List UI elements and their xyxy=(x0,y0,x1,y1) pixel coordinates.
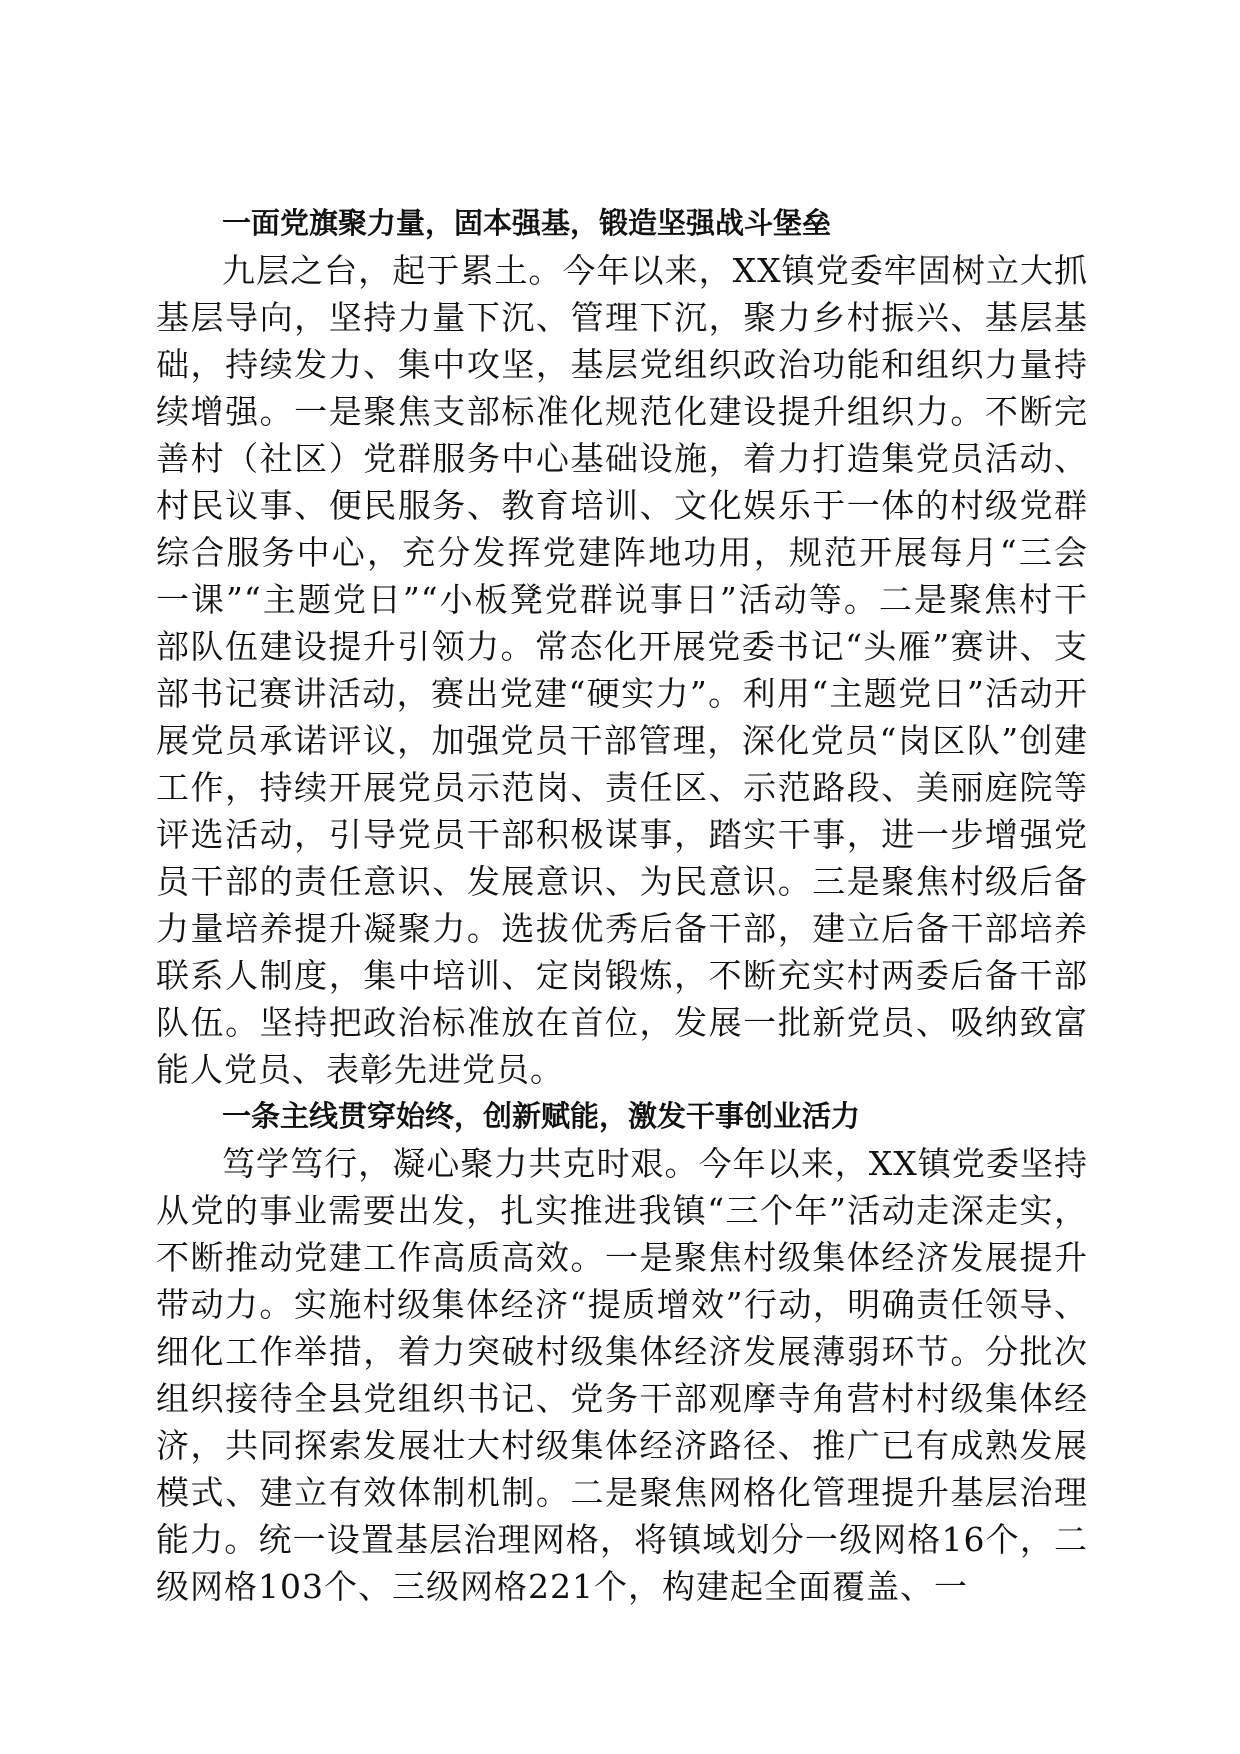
section-heading: 一面党旗聚力量，固本强基，锻造坚强战斗堡垒 xyxy=(222,206,832,240)
section-2 xyxy=(156,1093,1088,1610)
document-page xyxy=(156,200,1088,1610)
section-paragraph: 九层之台，起于累土。今年以来，XX镇党委牢固树立大抓基层导向，坚持力量下沉、管理下沉，聚力乡村振兴、基层基础，持续发力、集中攻坚，基层党组织政治功能和组织力量持续增强。一是聚焦支部标准化规范化建设提升组织力。不断完善村（社区）党群服务中心基础设施，着力打造集党员活动、村民议事、便民服务、教育培训、文化娱乐于一体的村级党群综合服务中心，充分发挥党建阵地功用，规范开展每月“三会一课”“主题党日”“小板凳党群说事日”活动等。二是聚焦村干部队伍建设提升引领力。常态化开展党委书记“头雁”赛讲、支部书记赛讲活动，赛出党建“硬实力”。利用“主题党日”活动开展党员承诺评议，加强党员干部管理，深化党员“岗区队”创建工作，持续开展党员示范岗、责任区、示范路段、美丽庭院等评选活动，引导党员干部积极谋事，踏实干事，进一步增强党员干部的责任意识、发展意识、为民意识。三是聚焦村级后备力量培养提升凝聚力。选拔优秀后备干部，建立后备干部培养联系人制度，集中培训、定岗锻炼，不断充实村两委后备干部队伍。坚持把政治标准放在首位，发展一批新党员、吸纳致富能人党员、表彰先进党员。 xyxy=(156,251,1088,1089)
section-1 xyxy=(156,200,1088,1093)
section-paragraph: 笃学笃行，凝心聚力共克时艰。今年以来，XX镇党委坚持从党的事业需要出发，扎实推进我镇“三个年”活动走深走实，不断推动党建工作高质高效。一是聚焦村级集体经济发展提升带动力。实施村级集体经济“提质增效”行动，明确责任领导、细化工作举措，着力突破村级集体经济发展薄弱环节。分批次组织接待全县党组织书记、党务干部观摩寺角营村村级集体经济，共同探索发展壮大村级集体经济路径、推广已有成熟发展模式、建立有效体制机制。二是聚焦网格化管理提升基层治理能力。统一设置基层治理网格，将镇域划分一级网格16个，二级网格103个、三级网格221个，构建起全面覆盖、一 xyxy=(156,1144,1088,1606)
section-heading: 一条主线贯穿始终，创新赋能，激发干事创业活力 xyxy=(222,1099,861,1133)
